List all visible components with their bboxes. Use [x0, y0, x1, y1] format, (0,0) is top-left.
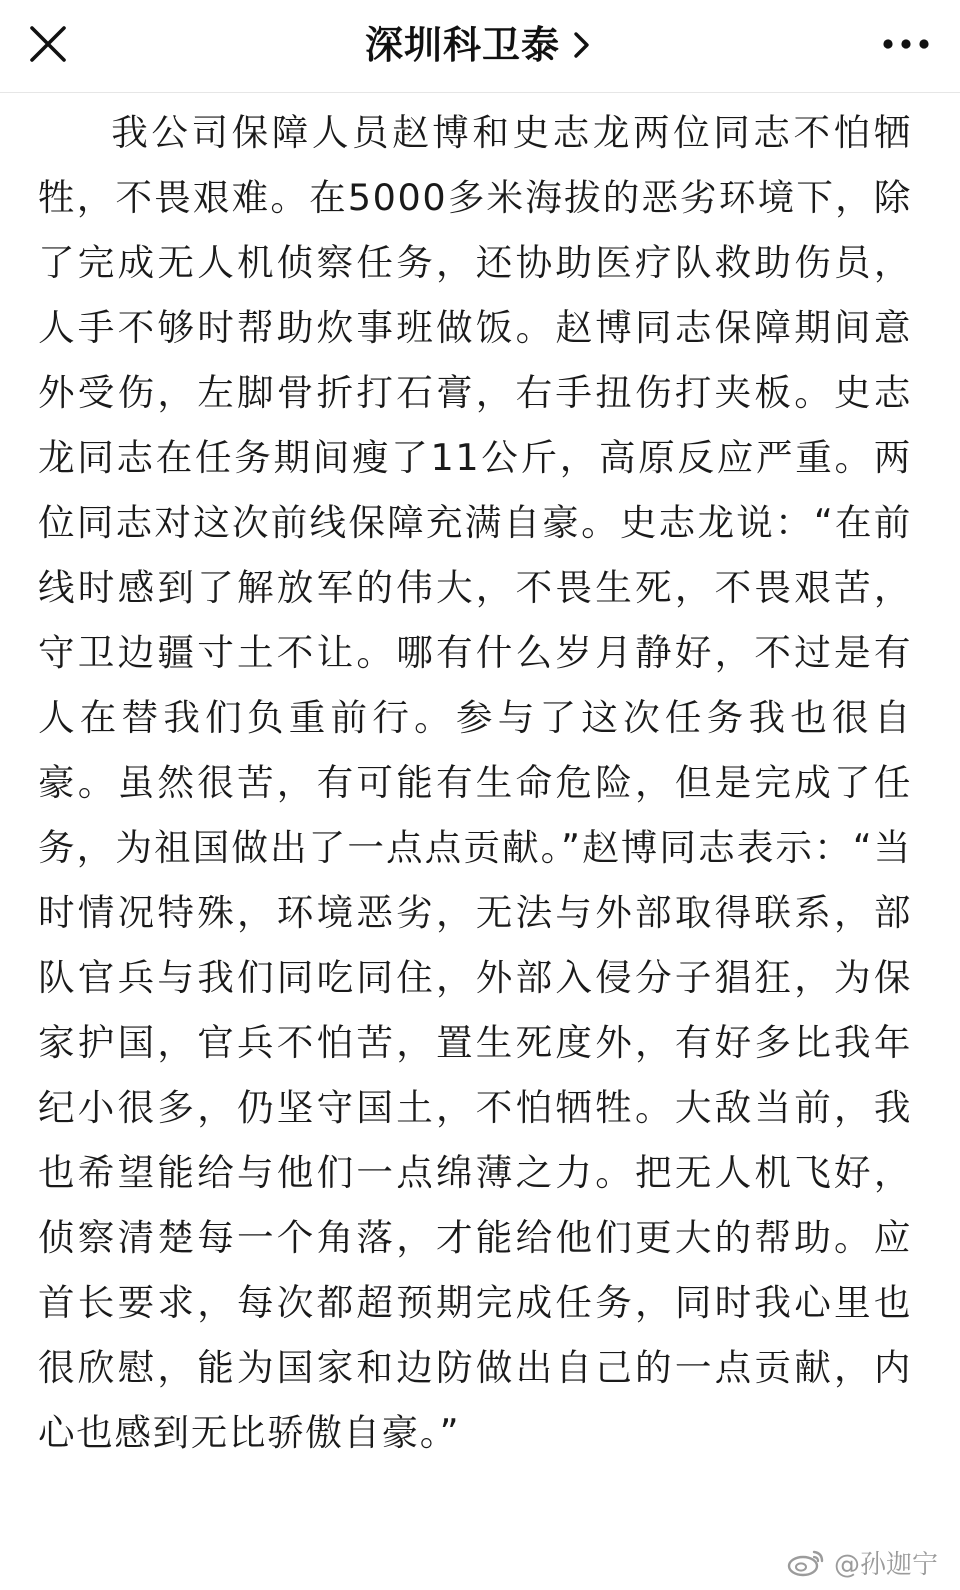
chevron-right-icon[interactable] — [569, 28, 595, 62]
weibo-logo-icon — [786, 1546, 826, 1578]
watermark-text: @孙迦宁 — [833, 1549, 938, 1580]
watermark — [786, 1542, 938, 1582]
more-dots-icon[interactable] — [878, 22, 934, 66]
account-title[interactable]: 深圳科卫泰 — [364, 22, 560, 67]
article-paragraph: 我公司保障人员赵博和史志龙两位同志不怕牺牲，不畏艰难。在5000多米海拔的恶劣环境下，除了完成无人机侦察任务，还协助医疗队救助伤员，人手不够时帮助炊事班做饭。赵博同志保障期间意外受伤，左脚骨折打石膏，右手扭伤打夹板。史志龙同志在任务期间瘦了11公斤，高原反应严重。两位同志对这次前线保障充满自豪。史志龙说：“在前线时感到了解放军的伟大，不畏生死，不畏艰苦，守卫边疆寸土不让。哪有什么岁月静好，不过是有人在替我们负重前行。参与了这次任务我也很自豪。虽然很苦，有可能有生命危险，但是完成了任务，为祖国做出了一点点贡献。”赵博同志表示：“当时情况特殊，环境恶劣，无法与外部取得联系，部队官兵与我们同吃同住，外部入侵分子猖狂，为保家护国，官兵不怕苦，置生死度外，有好多比我年纪小很多，仍坚守国土，不怕牺牲。大敌当前，我也希望能给与他们一点绵薄之力。把无人机飞好，侦察清楚每一个角落，才能给他们更大的帮助。应首长要求，每次都超预期完成任务，同时我心里也很欣慰，能为国家和边防做出自己的一点贡献，内心也感到无比骄傲自豪。” — [38, 111, 912, 1454]
account-title-area — [0, 18, 960, 70]
top-bar — [0, 0, 960, 93]
article-content — [0, 100, 960, 1465]
